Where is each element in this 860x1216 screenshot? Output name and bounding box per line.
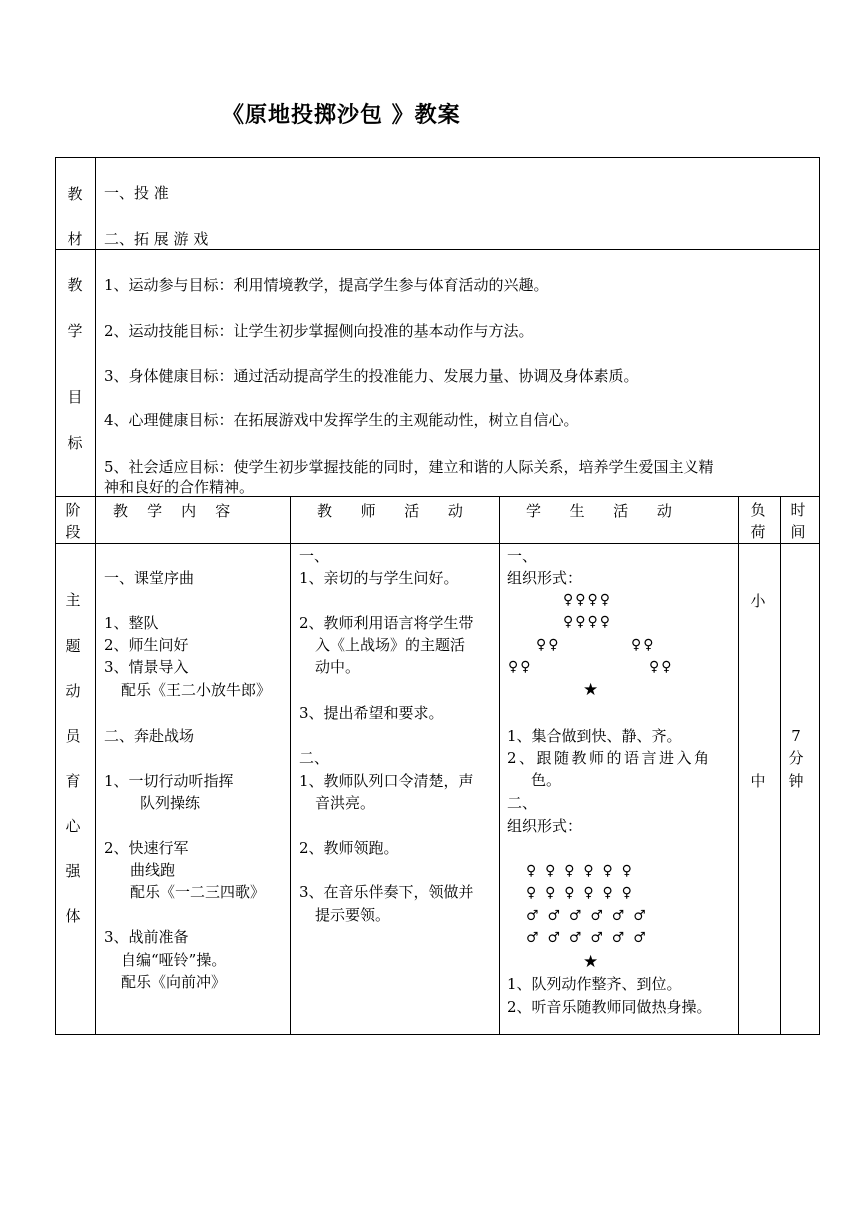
load-header-char: 荷 bbox=[750, 523, 766, 541]
col-divider bbox=[95, 158, 96, 1034]
col-divider bbox=[738, 496, 739, 1034]
load-value: 小 bbox=[750, 592, 766, 610]
stage-header-char: 段 bbox=[65, 523, 81, 541]
teacher-line: 2、教师利用语言将学生带 bbox=[299, 614, 474, 632]
student-line: 2、听音乐随教师同做热身操。 bbox=[507, 998, 712, 1016]
student-line: 组织形式： bbox=[507, 569, 583, 587]
objective-item: 3、身体健康目标：通过活动提高学生的投准能力、发展力量、协调及身体素质。 bbox=[104, 367, 639, 385]
content-line: 一、课堂序曲 bbox=[104, 569, 195, 587]
content-line: 队列操练 bbox=[140, 794, 201, 812]
stage-label-char: 强 bbox=[65, 862, 81, 880]
material-item: 一、投 准 bbox=[104, 184, 169, 202]
student-line: 1、队列动作整齐、到位。 bbox=[507, 975, 682, 993]
teacher-line: 1、教师队列口令清楚，声 bbox=[299, 772, 474, 790]
time-value: 钟 bbox=[788, 772, 804, 790]
materials-header-char: 材 bbox=[67, 230, 83, 248]
material-item: 二、拓 展 游 戏 bbox=[104, 230, 209, 248]
objective-item: 1、运动参与目标：利用情境教学，提高学生参与体育活动的兴趣。 bbox=[104, 276, 549, 294]
formation-symbols: ♀♀♀♀ bbox=[563, 614, 612, 630]
content-line: 3、战前准备 bbox=[104, 928, 189, 946]
formation-symbols: ♂ ♂ ♂ ♂ ♂ ♂ bbox=[526, 930, 646, 946]
formation-symbols: ♀♀♀♀ bbox=[563, 592, 612, 608]
time-header-char: 时 bbox=[790, 501, 806, 519]
student-line: 1、集合做到快、静、齐。 bbox=[507, 727, 682, 745]
time-value: 分 bbox=[788, 749, 804, 767]
teacher-line: 入《上战场》的主题活 bbox=[315, 636, 466, 654]
teacher-star-icon: ★ bbox=[583, 952, 599, 972]
teacher-line: 2、教师领跑。 bbox=[299, 839, 399, 857]
content-line: 二、奔赴战场 bbox=[104, 727, 195, 745]
content-line: 配乐《一二三四歌》 bbox=[130, 883, 266, 901]
row-divider bbox=[56, 543, 819, 544]
teacher-line: 音洪亮。 bbox=[315, 794, 376, 812]
content-line: 1、整队 bbox=[104, 614, 159, 632]
lesson-plan-table bbox=[55, 157, 820, 1035]
col-divider bbox=[290, 496, 291, 1034]
content-line: 1、一切行动听指挥 bbox=[104, 772, 234, 790]
student-line: 组织形式： bbox=[507, 817, 583, 835]
formation-symbols: ♀♀ bbox=[508, 659, 533, 675]
content-line: 配乐《王二小放牛郎》 bbox=[121, 681, 272, 699]
objective-item: 5、社会适应目标：使学生初步掌握技能的同时，建立和谐的人际关系，培养学生爱国主义精 bbox=[104, 458, 714, 476]
formation-symbols: ♂ ♂ ♂ ♂ ♂ ♂ bbox=[526, 908, 646, 924]
formation-symbols: ♀♀ bbox=[631, 637, 656, 653]
formation-symbols: ♀♀ bbox=[649, 659, 674, 675]
teacher-header: 教 师 活 动 bbox=[317, 502, 463, 520]
load-header-char: 负 bbox=[750, 501, 766, 519]
objectives-header-char: 教 bbox=[67, 276, 83, 294]
stage-label-char: 题 bbox=[65, 637, 81, 655]
objectives-header-char: 目 bbox=[67, 388, 83, 406]
content-line: 2、师生问好 bbox=[104, 636, 189, 654]
teacher-line: 3、在音乐伴奏下，领做并 bbox=[299, 883, 474, 901]
student-line: 二、 bbox=[507, 794, 538, 812]
teacher-line: 1、亲切的与学生问好。 bbox=[299, 569, 459, 587]
stage-label-char: 体 bbox=[65, 907, 81, 925]
teacher-line: 3、提出希望和要求。 bbox=[299, 704, 444, 722]
student-header: 学 生 活 动 bbox=[526, 502, 672, 520]
student-line: 一、 bbox=[507, 547, 538, 565]
content-header: 教 学 内 容 bbox=[113, 502, 231, 520]
content-line: 自编“哑铃”操。 bbox=[121, 951, 227, 969]
stage-label-char: 员 bbox=[65, 727, 81, 745]
student-line: 2、跟随教师的语言进入角 bbox=[507, 749, 712, 767]
content-line: 2、快速行军 bbox=[104, 839, 189, 857]
content-line: 3、情景导入 bbox=[104, 658, 189, 676]
objectives-header-char: 学 bbox=[67, 322, 83, 340]
time-header-char: 间 bbox=[790, 523, 806, 541]
stage-header-char: 阶 bbox=[65, 501, 81, 519]
content-line: 配乐《向前冲》 bbox=[121, 973, 227, 991]
formation-symbols: ♀♀ bbox=[536, 637, 561, 653]
teacher-line: 一、 bbox=[299, 547, 330, 565]
teacher-line: 提示要领。 bbox=[315, 906, 391, 924]
objective-item: 4、心理健康目标：在拓展游戏中发挥学生的主观能动性，树立自信心。 bbox=[104, 411, 579, 429]
objective-item: 神和良好的合作精神。 bbox=[104, 478, 255, 496]
col-divider bbox=[780, 496, 781, 1034]
objectives-header-char: 标 bbox=[67, 434, 83, 452]
stage-label-char: 心 bbox=[65, 817, 81, 835]
objective-item: 2、运动技能目标：让学生初步掌握侧向投准的基本动作与方法。 bbox=[104, 322, 534, 340]
time-value: 7 bbox=[791, 727, 801, 745]
content-line: 曲线跑 bbox=[130, 861, 176, 879]
formation-symbols: ♀ ♀ ♀ ♀ ♀ ♀ bbox=[526, 863, 632, 879]
stage-label-char: 动 bbox=[65, 682, 81, 700]
teacher-star-icon: ★ bbox=[583, 680, 599, 700]
stage-label-char: 主 bbox=[65, 591, 81, 609]
teacher-line: 二、 bbox=[299, 749, 330, 767]
load-value: 中 bbox=[750, 772, 766, 790]
teacher-line: 动中。 bbox=[315, 658, 361, 676]
formation-symbols: ♀ ♀ ♀ ♀ ♀ ♀ bbox=[526, 885, 632, 901]
col-divider bbox=[499, 496, 500, 1034]
page-title: 《原地投掷沙包 》教案 bbox=[222, 102, 461, 128]
materials-header-char: 教 bbox=[67, 185, 83, 203]
stage-label-char: 育 bbox=[65, 772, 81, 790]
student-line: 色。 bbox=[531, 771, 562, 789]
